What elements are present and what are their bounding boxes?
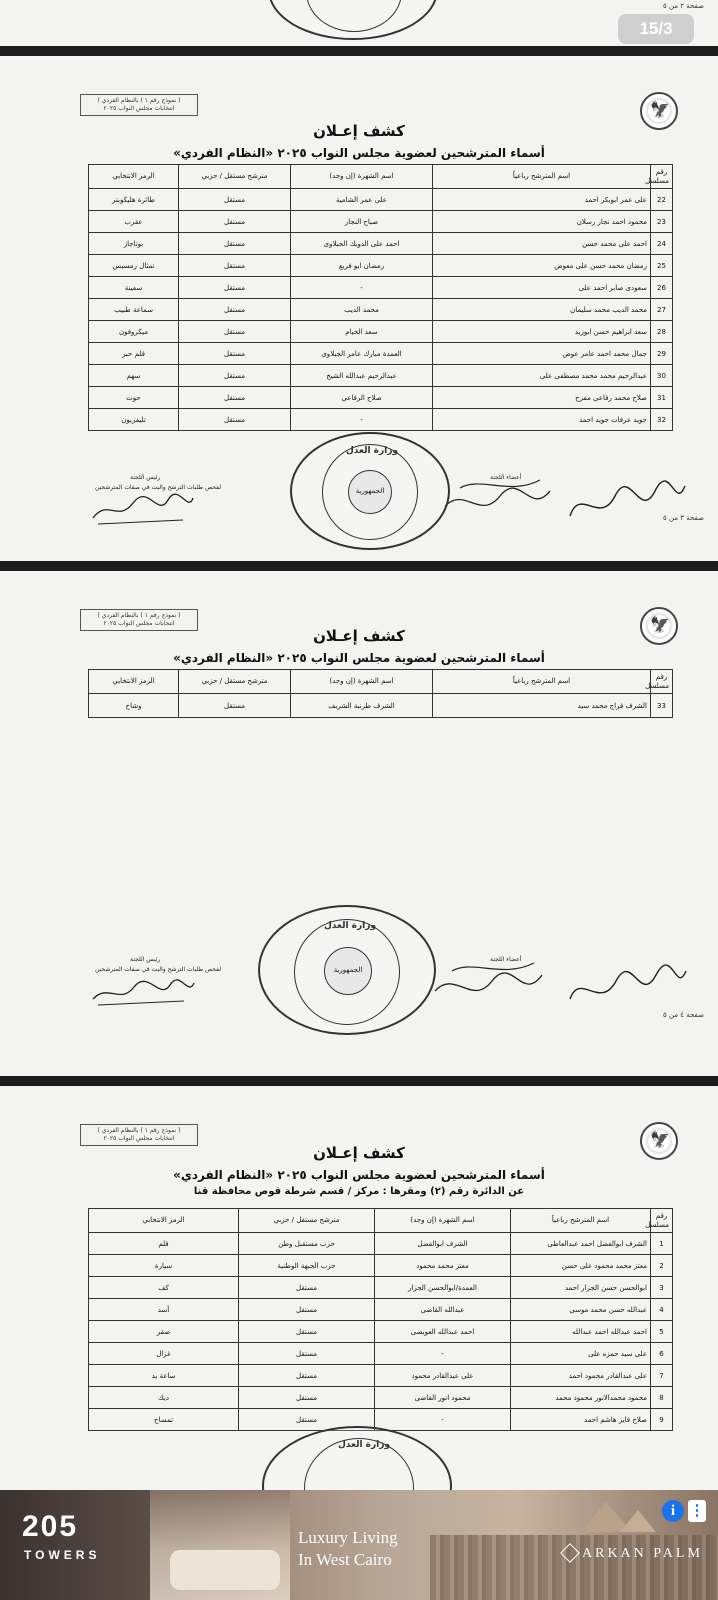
pyramid-icon [620,1510,656,1532]
cell-nickname: العمدة مبارك عامر الجبلاوى [291,343,433,365]
col-status: مترشح مستقل / حزبي [179,165,291,189]
cell-symbol: وشاح [89,694,179,718]
form-label-line: انتخابات مجلس النواب ٢٠٢٥ [103,620,175,627]
cell-symbol: تمثال رمسيس [89,255,179,277]
cell-serial: 27 [651,299,673,321]
cell-serial: 23 [651,211,673,233]
cell-symbol: كف [89,1277,239,1299]
col-name: اسم المترشح رباعياً [511,1209,651,1233]
cell-status: مستقل [239,1277,375,1299]
page-separator [0,561,718,571]
table-row [89,1255,673,1277]
seal-center-text: الجمهورية [348,470,392,514]
cell-symbol: حوت [89,387,179,409]
ministry-seal [268,0,438,40]
col-symbol: الرمز الانتخابي [89,1209,239,1233]
ad-tagline: In West Cairo [298,1550,392,1569]
doc-title: كشف إعـلان [313,122,405,140]
table-row [89,1233,673,1255]
seal-center-text: الجمهورية [324,947,372,995]
ad-brand[interactable]: ARKAN PALM [582,1546,703,1561]
cell-name: احمد عبدالله احمد عبدالله [511,1321,651,1343]
doc-title: كشف إعـلان [313,627,405,645]
cell-status: مستقل [179,387,291,409]
cell-status: مستقل [179,255,291,277]
table-row [89,1365,673,1387]
cell-nickname: - [375,1409,511,1431]
cell-symbol: سماعة طبيب [89,299,179,321]
signature-members [440,466,690,536]
cell-status: مستقل [179,694,291,718]
doc-subtitle: أسماء المترشحين لعضوية مجلس النواب ٢٠٢٥ «النظام الفردي» [173,651,545,665]
col-symbol: الرمز الانتخابي [89,165,179,189]
cell-nickname: - [291,277,433,299]
signature-members [430,951,690,1021]
cell-status: مستقل [239,1387,375,1409]
col-nickname: اسم الشهرة (إن وجد) [375,1209,511,1233]
cell-serial: 24 [651,233,673,255]
cell-name: الشرف ابوالفضل احمد عبدالعاطى [511,1233,651,1255]
cell-status: مستقل [179,233,291,255]
cell-serial: 25 [651,255,673,277]
table-row [89,233,673,255]
page-number: صفحة ٤ من ٥ [662,1011,704,1019]
cell-nickname: عبدالله القاضى [375,1299,511,1321]
cell-symbol: أسد [89,1299,239,1321]
cell-name: محمد الديب محمد سليمان [433,299,651,321]
cell-nickname: - [291,409,433,431]
table-row [89,277,673,299]
doc-title: كشف إعـلان [313,1144,405,1162]
page-counter: 15/3 [618,14,694,44]
committee-head-sub: لفحص طلبات الترشح والبت في صفات المترشحين [95,484,222,491]
cell-nickname: احمد على الدويك الجبلاوى [291,233,433,255]
cell-name: رمضان محمد حسن على معوض [433,255,651,277]
cell-status: مستقل [179,343,291,365]
cell-symbol: طائرة هليكوبتر [89,189,179,211]
cell-status: مستقل [239,1321,375,1343]
cell-name: محمود احمد نجار رسلان [433,211,651,233]
cell-nickname: احمد عبدالله العويضى [375,1321,511,1343]
page-separator [0,1076,718,1086]
cell-serial: 3 [651,1277,673,1299]
cell-serial: 31 [651,387,673,409]
cell-nickname: عبدالرحيم عبدالله الشيخ [291,365,433,387]
cell-symbol: تليفزيون [89,409,179,431]
signature-head [88,488,198,528]
cell-symbol: صقر [89,1321,239,1343]
table-row [89,211,673,233]
cell-serial: 2 [651,1255,673,1277]
table-row [89,409,673,431]
cell-status: مستقل [179,321,291,343]
cell-status: مستقل [239,1365,375,1387]
col-status: مترشح مستقل / حزبي [239,1209,375,1233]
cell-symbol: بوتاجاز [89,233,179,255]
ministry-seal [258,905,436,1035]
committee-head-sub: لفحص طلبات الترشح والبت في صفات المترشحين [95,966,222,973]
table-row [89,343,673,365]
col-symbol: الرمز الانتخابي [89,670,179,694]
cell-nickname: سعد الخيام [291,321,433,343]
doc-subtitle: أسماء المترشحين لعضوية مجلس النواب ٢٠٢٥ «النظام الفردي» [173,146,545,160]
table-row [89,1387,673,1409]
table-row [89,1321,673,1343]
cell-name: جويد عرفات جويد احمد [433,409,651,431]
document-page-partial [0,0,718,46]
cell-symbol: سفينة [89,277,179,299]
cell-serial: 33 [651,694,673,718]
ad-tagline: Luxury Living [298,1528,398,1547]
form-label-line: انتخابات مجلس النواب ٢٠٢٥ [103,1135,175,1142]
document-heading [0,627,718,665]
cell-nickname: على عبدالقادر محمود [375,1365,511,1387]
form-label-line: ( نموذج رقم ١ ) بالنظام الفردي ) [97,97,181,104]
page-number: صفحة ٢ من ٥ [662,2,704,10]
cell-nickname: على عمر الشامية [291,189,433,211]
cell-name: على عمر ابوبكر احمد [433,189,651,211]
page-number: صفحة ٣ من ٥ [662,514,704,522]
cell-serial: 4 [651,1299,673,1321]
cell-name: الشرف فراج محمد سيد [433,694,651,718]
ad-banner[interactable] [0,1490,718,1600]
ad-logo-sub: TOWERS [24,1548,101,1562]
doc-subtitle: أسماء المترشحين لعضوية مجلس النواب ٢٠٢٥ «النظام الفردي» [173,1168,545,1182]
cell-name: سعد ابراهيم حسن ابوزيد [433,321,651,343]
col-serial: رقم مسلسل [651,670,673,694]
document-page [0,1086,718,1490]
col-serial: رقم مسلسل [651,165,673,189]
table-row [89,299,673,321]
cell-status: حزب مستقبل وطن [239,1233,375,1255]
cell-status: مستقل [179,277,291,299]
table-row [89,189,673,211]
cell-status: مستقل [239,1343,375,1365]
document-page [0,56,718,561]
table-row [89,1277,673,1299]
cell-serial: 30 [651,365,673,387]
cell-symbol: عقرب [89,211,179,233]
form-label-line: ( نموذج رقم ١ ) بالنظام الفردي ) [97,612,181,619]
cell-serial: 22 [651,189,673,211]
candidates-table [88,164,673,431]
cell-nickname: صلاح الرفاعى [291,387,433,409]
col-serial: رقم مسلسل [651,1209,673,1233]
col-status: مترشح مستقل / حزبي [179,670,291,694]
cell-symbol: ديك [89,1387,239,1409]
cell-serial: 9 [651,1409,673,1431]
table-row [89,255,673,277]
cell-status: مستقل [179,299,291,321]
cell-serial: 1 [651,1233,673,1255]
table-row [89,387,673,409]
col-nickname: اسم الشهرة (إن وجد) [291,670,433,694]
cell-symbol: ميكروفون [89,321,179,343]
cell-nickname: محمود انور القاضى [375,1387,511,1409]
seal-ring-text: وزارة العدل [338,1440,391,1450]
cell-name: محمود محمدالانور محمود محمد [511,1387,651,1409]
cell-nickname: صباح النجار [291,211,433,233]
cell-serial: 8 [651,1387,673,1409]
cell-serial: 6 [651,1343,673,1365]
cell-status: مستقل [179,365,291,387]
cell-name: عبدالله حسن محمد موسى [511,1299,651,1321]
more-options-icon[interactable]: ⋮ [688,1500,706,1522]
ad-city-image [430,1535,718,1600]
cell-serial: 7 [651,1365,673,1387]
document-page [0,571,718,1076]
cell-name: احمد على محمد حسن [433,233,651,255]
seal-ring-text: وزارة العدل [346,446,399,456]
table-row [89,1343,673,1365]
table-row [89,365,673,387]
candidates-table [88,669,673,718]
cell-nickname: الشرف طرنبة الشريف [291,694,433,718]
cell-serial: 32 [651,409,673,431]
cell-name: معتز محمد محمود على حسن [511,1255,651,1277]
form-label-line: ( نموذج رقم ١ ) بالنظام الفردي ) [97,1127,181,1134]
cell-symbol: ساعة يد [89,1365,239,1387]
cell-symbol: غزال [89,1343,239,1365]
district-line: عن الدائرة رقم (٢) ومقرها : مركز / قسم شرطة قوص محافظة قنا [193,1186,525,1197]
cell-name: ابوالحسن حسن الجزار احمد [511,1277,651,1299]
cell-status: مستقل [179,211,291,233]
col-name: اسم المترشح رباعياً [433,165,651,189]
cell-serial: 26 [651,277,673,299]
cell-nickname: العمدة/ابوالحسن الجزار [375,1277,511,1299]
cell-name: على عبدالقادر محمود احمد [511,1365,651,1387]
col-name: اسم المترشح رباعياً [433,670,651,694]
cell-status: مستقل [239,1409,375,1431]
ministry-seal [290,432,450,550]
cell-status: مستقل [239,1299,375,1321]
committee-members-label: أعضاء اللجنة [490,956,522,963]
seal-ring-text: وزارة العدل [324,921,377,931]
cell-name: عبدالرحيم محمد محمد مصطفى على [433,365,651,387]
cell-status: حزب الجبهة الوطنية [239,1255,375,1277]
cell-symbol: سيارة [89,1255,239,1277]
form-label-box [80,1124,198,1146]
document-heading [0,1144,718,1197]
cell-name: صلاح محمد رفاعى مفرح [433,387,651,409]
table-row [89,1299,673,1321]
form-label-line: انتخابات مجلس النواب ٢٠٢٥ [103,105,175,112]
table-row [89,321,673,343]
cell-status: مستقل [179,189,291,211]
committee-head-label: رئيس اللجنة [130,474,161,481]
cell-name: جمال محمد احمد عامر عوض [433,343,651,365]
cell-nickname: معتز محمد محمود [375,1255,511,1277]
ministry-seal [262,1426,452,1490]
table-row [89,694,673,718]
cell-nickname: محمد الديب [291,299,433,321]
cell-symbol: سهم [89,365,179,387]
cell-symbol: تمساح [89,1409,239,1431]
committee-head-label: رئيس اللجنة [130,956,161,963]
form-label-box [80,94,198,116]
cell-serial: 28 [651,321,673,343]
cell-symbol: قلم حبر [89,343,179,365]
candidates-table [88,1208,673,1431]
page-separator [0,46,718,56]
committee-members-label: أعضاء اللجنة [490,474,522,481]
cell-symbol: قلم [89,1233,239,1255]
cell-nickname: رمضان ابو فريع [291,255,433,277]
cell-serial: 29 [651,343,673,365]
ad-logo[interactable]: 205 [22,1510,79,1543]
cell-name: صلاح فايز هاشم احمد [511,1409,651,1431]
cell-serial: 5 [651,1321,673,1343]
col-nickname: اسم الشهرة (إن وجد) [291,165,433,189]
cell-name: على سيد حمزه على [511,1343,651,1365]
cell-name: سعودى صابر احمد على [433,277,651,299]
cell-nickname: - [375,1343,511,1365]
signature-head [88,971,198,1011]
document-heading [0,122,718,160]
ad-sofa-image [170,1550,280,1590]
info-icon[interactable]: i [662,1500,684,1522]
cell-status: مستقل [179,409,291,431]
cell-nickname: الشرف ابوالفضل [375,1233,511,1255]
